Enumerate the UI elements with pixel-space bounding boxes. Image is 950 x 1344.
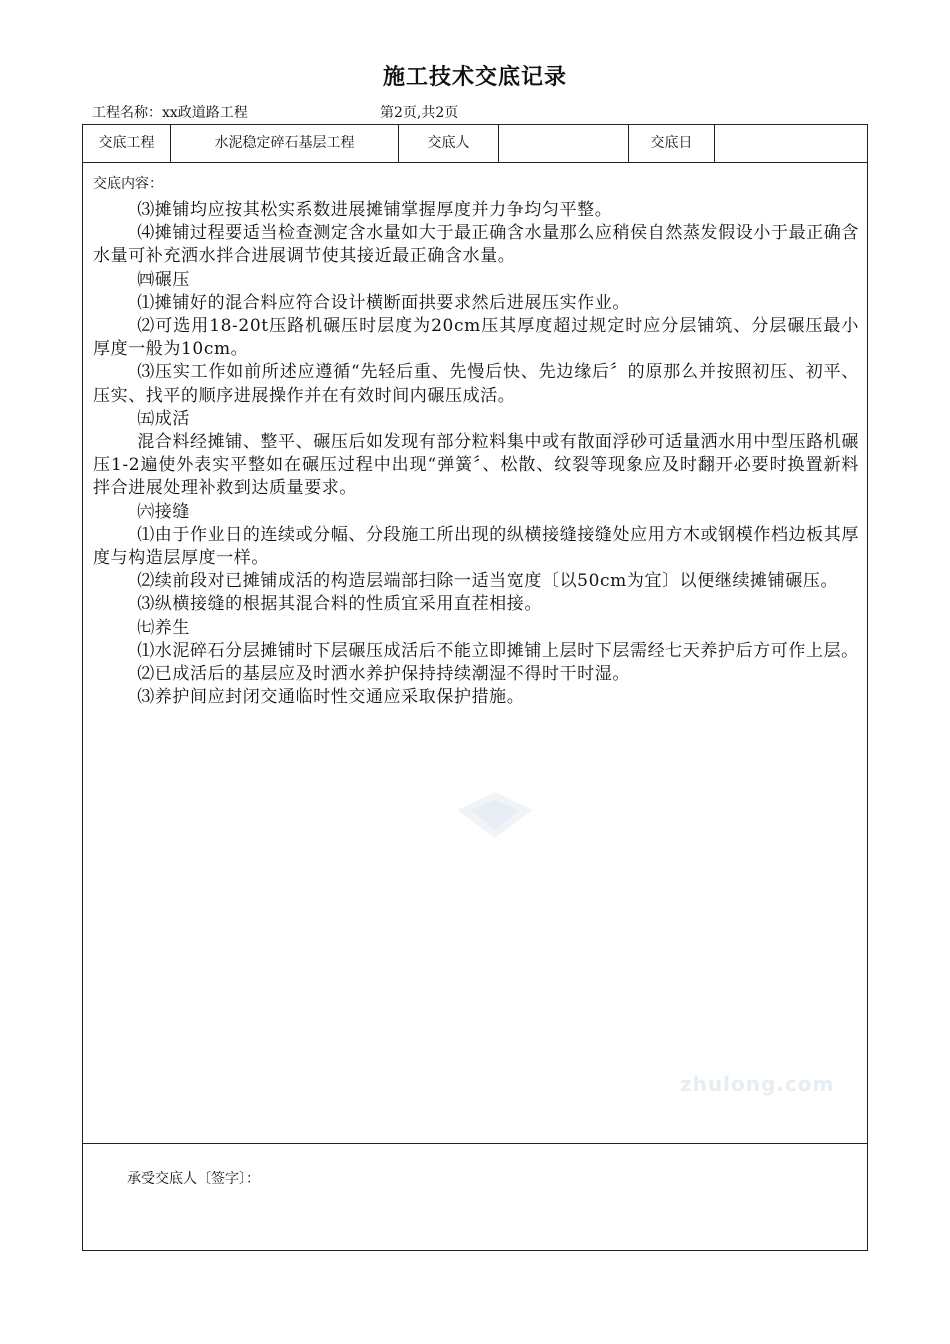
header-row [83,125,867,163]
signature-label: 承受交底人〔签字〕： [127,1171,260,1187]
page-info: 第2页,共2页 [380,105,459,121]
signature-row [83,1143,867,1251]
document-title: 施工技术交底记录 [382,64,567,90]
watermark-logo-icon [455,790,535,840]
paragraph: ⑷摊铺过程要适当检查测定含水量如大于最正确含水量那么应稍侯自然蒸发假设小于最正确含水量可补充洒水拌合进展调节使其接近最正确含水量。 [93,223,859,267]
paragraph: ⑴由于作业日的连续或分幅、分段施工所出现的纵横接缝接缝处应用方木或钢模作档边板其厚度与构造层厚度一样。 [93,524,859,569]
date-value-cell [715,125,867,162]
paragraph: ⑶纵横接缝的根据其混合料的性质宜采用直茬相接。 [137,594,542,615]
meta-row [92,102,459,122]
paragraph: ⑶摊铺均应按其松实系数进展摊铺掌握厚度并力争均匀平整。 [137,200,613,220]
paragraph: ⑴摊铺好的混合料应符合设计横断面拱要求然后进展压实作业。 [137,292,630,313]
person-label-cell: 交底人 [399,125,499,162]
paragraph: ⑵已成活后的基层应及时洒水养护保持持续潮湿不得时干时湿。 [137,664,630,685]
date-label-cell: 交底日 [629,125,715,162]
paragraph: ⑶压实工作如前所述应遵循“先轻后重、先慢后快、先边缘后〞的原那么并按照初压、初平、压实、找平的顺序进展操作并在有效时间内碾压成活。 [93,362,859,406]
paragraph: ⑵可选用18-20t压路机碾压时层度为20cm压其厚度超过规定时应分层铺筑、分层碾压最小厚度一般为10cm。 [93,316,859,360]
project-value-cell: 水泥稳定碎石基层工程 [171,125,399,162]
project-name: 工程名称：xx政道路工程 [92,105,248,121]
paragraph: ⑴水泥碎石分层摊铺时下层碾压成活后不能立即摊铺上层时下层需经七天养护后方可作上层。 [137,640,859,661]
person-value-cell [499,125,629,162]
watermark-text: zhulong.com [680,1072,835,1096]
content-label: 交底内容： [93,176,163,192]
project-label-cell: 交底工程 [83,125,171,162]
paragraph: ⑵续前段对已摊铺成活的构造层端部扫除一适当宽度〔以50cm为宜〕以便继续摊铺碾压。 [137,571,839,592]
content-body [93,199,859,709]
section-heading: ㈤成活 [137,408,190,429]
section-heading: ㈦养生 [137,617,190,638]
paragraph: 混合料经摊铺、整平、碾压后如发现有部分粒料集中或有散面浮砂可适量洒水用中型压路机碾压1-2遍使外表实平整如在碾压过程中出现“弹簧〞、松散、纹裂等现象应及时翻开必要时换置新料拌合进展处理补救到达质量要求。 [93,432,859,499]
section-heading: ㈥接缝 [137,501,190,522]
section-heading: ㈣碾压 [137,269,190,290]
paragraph: ⑶养护间应封闭交通临时性交通应采取保护措施。 [137,687,525,708]
